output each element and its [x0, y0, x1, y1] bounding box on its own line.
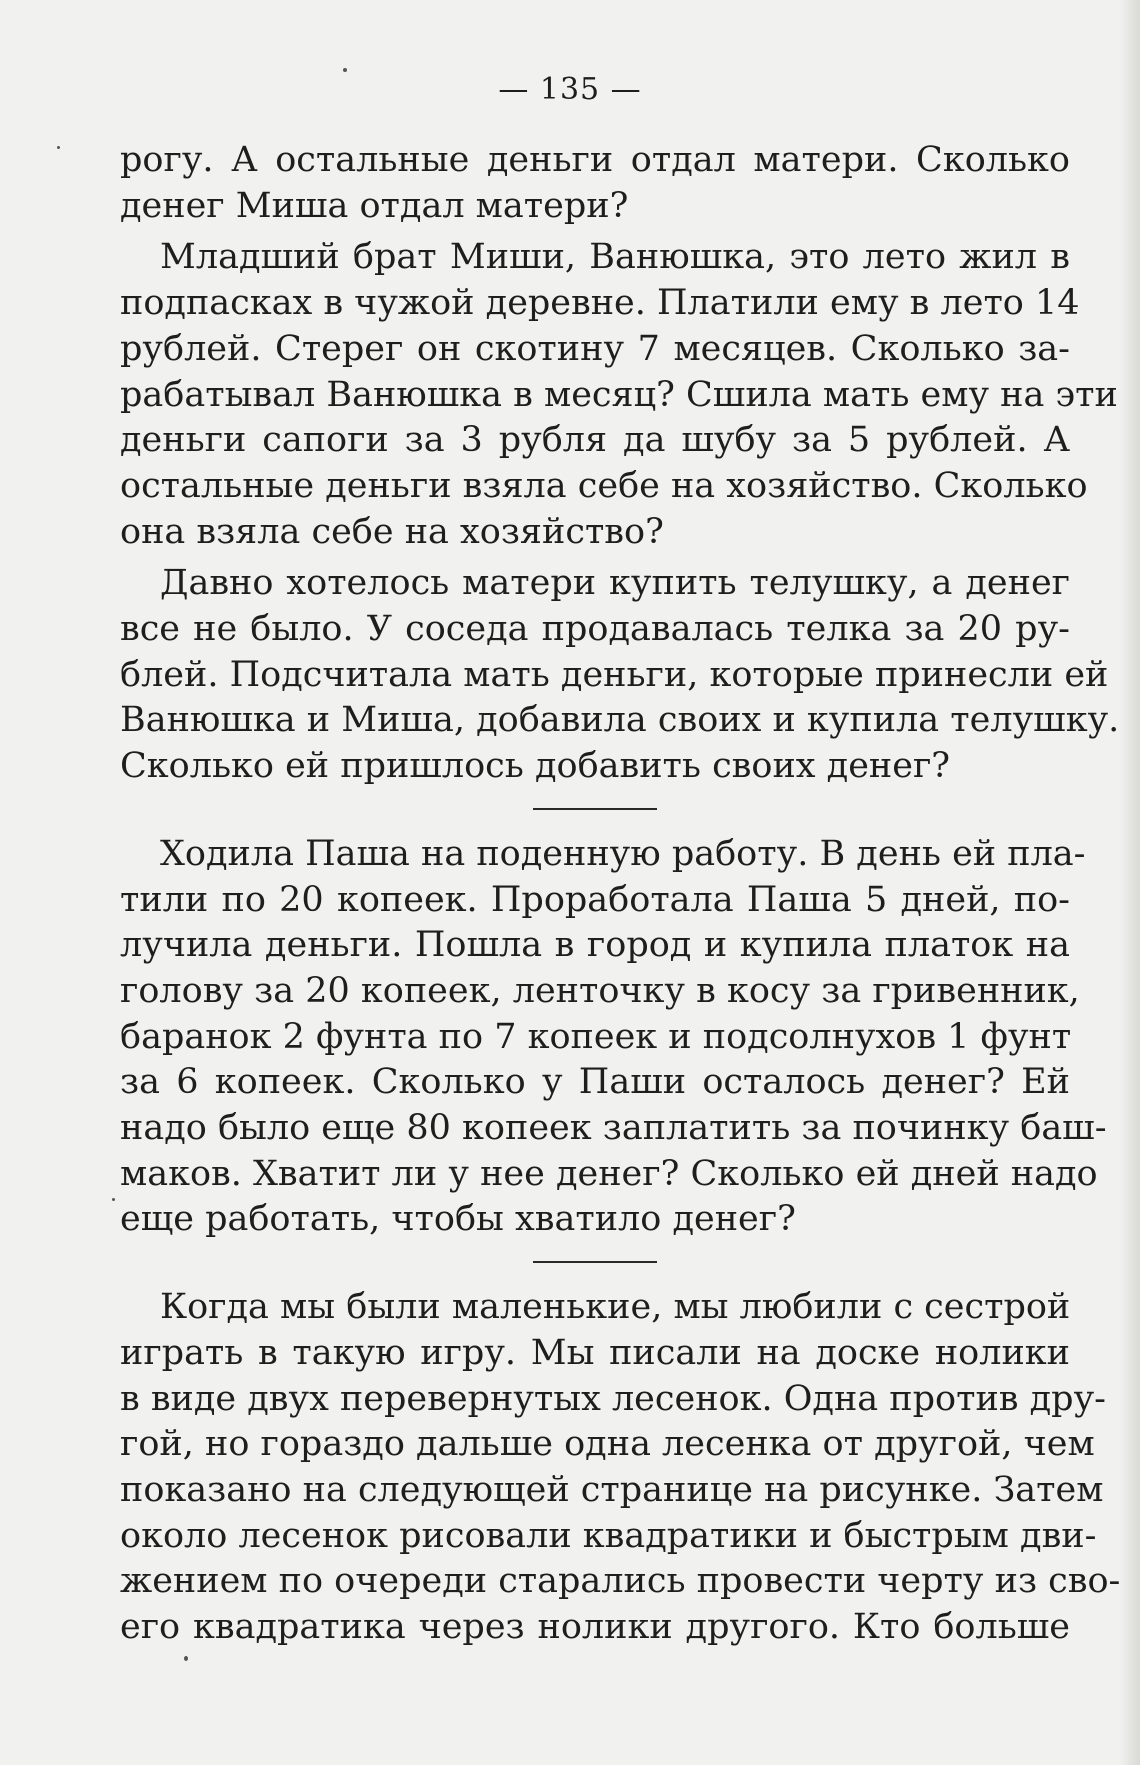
text-line: в виде двух перевернутых лесенок. Одна против дру- — [120, 1378, 1106, 1419]
paragraph-1 — [120, 138, 1070, 229]
text-line: остальные деньги взяла себе на хозяйство. Сколько — [120, 465, 1088, 506]
text-line: за 6 копеек. Сколько у Паши осталось денег? Ей — [120, 1062, 1070, 1103]
text-line: Ванюшка и Миша, добавила своих и купила телушку. — [120, 700, 1120, 741]
paragraph-4 — [120, 832, 1107, 1243]
section-divider — [533, 808, 657, 810]
print-speck — [57, 146, 60, 149]
text-line: подпасках в чужой деревне. Платили ему в лето 14 — [120, 283, 1080, 324]
text-line: рабатывал Ванюшка в месяц? Сшила мать ему на эти — [120, 374, 1118, 415]
text-line: гой, но гораздо дальше одна лесенка от другой, чем — [120, 1424, 1095, 1465]
text-line: все не было. У соседа продавалась телка за 20 ру- — [120, 609, 1070, 650]
print-speck — [184, 1656, 188, 1661]
text-line: жением по очереди старались провести черту из сво- — [120, 1561, 1121, 1602]
paragraph-2 — [120, 235, 1118, 555]
page-edge-shadow — [1120, 0, 1140, 1765]
text-line: показано на следующей странице на рисунке. Затем — [120, 1469, 1104, 1510]
page-number: — 135 — — [498, 72, 642, 107]
text-line: деньги сапоги за 3 рубля да шубу за 5 рублей. А — [120, 420, 1070, 461]
paragraph-5 — [120, 1285, 1121, 1651]
text-line: тили по 20 копеек. Проработала Паша 5 дней, по- — [120, 879, 1070, 920]
text-line: Давно хотелось матери купить телушку, а денег — [160, 563, 1070, 604]
text-line: голову за 20 копеек, ленточку в косу за гривенник, — [120, 970, 1080, 1011]
text-line: еще работать, чтобы хватило денег? — [120, 1199, 796, 1240]
text-line: она взяла себе на хозяйство? — [120, 511, 664, 552]
text-line: рогу. А остальные деньги отдал матери. Сколько — [120, 140, 1070, 180]
text-line: Сколько ей пришлось добавить своих денег? — [120, 746, 951, 787]
text-line: Когда мы были маленькие, мы любили с сестрой — [160, 1287, 1071, 1328]
print-speck — [112, 1198, 115, 1201]
text-line: его квадратика через нолики другого. Кто больше — [120, 1607, 1070, 1648]
text-line: лучила деньги. Пошла в город и купила платок на — [120, 925, 1070, 966]
text-line: денег Миша отдал матери? — [120, 185, 629, 226]
text-line: маков. Хватит ли у нее денег? Сколько ей дней надо — [120, 1153, 1098, 1194]
text-line: блей. Подсчитала мать деньги, которые принесли ей — [120, 654, 1109, 695]
paragraph-3 — [120, 561, 1120, 790]
text-line: Ходила Паша на поденную работу. В день ей пла- — [160, 833, 1086, 874]
text-line: Младший брат Миши, Ванюшка, это лето жил в — [160, 237, 1070, 278]
text-line: рублей. Стерег он скотину 7 месяцев. Сколько за- — [120, 328, 1070, 369]
text-line: играть в такую игру. Мы писали на доске нолики — [120, 1332, 1070, 1373]
section-divider — [533, 1261, 657, 1263]
text-line: около лесенок рисовали квадратики и быстрым дви- — [120, 1515, 1097, 1556]
text-line: надо было еще 80 копеек заплатить за починку баш- — [120, 1108, 1107, 1149]
page-body — [120, 138, 1121, 1651]
text-line: баранок 2 фунта по 7 копеек и подсолнухов 1 фунт — [120, 1016, 1072, 1057]
